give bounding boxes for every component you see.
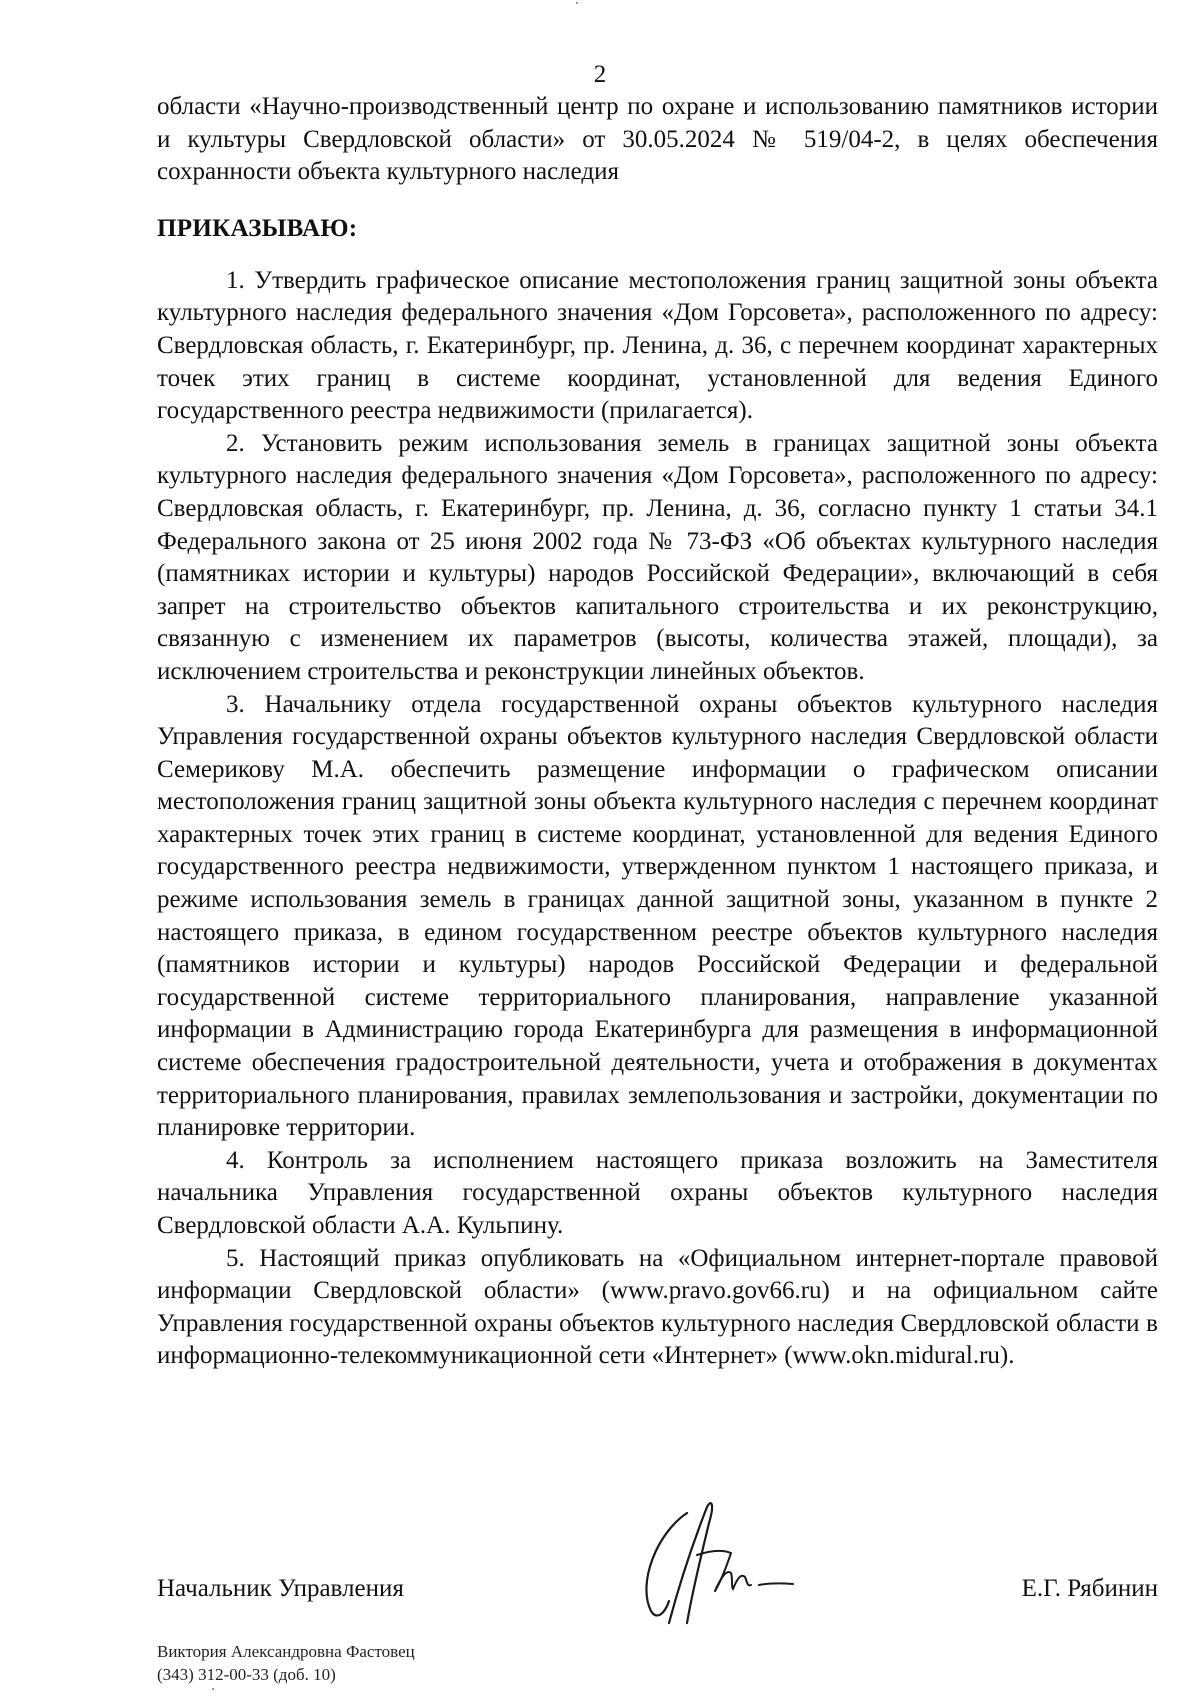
intro-paragraph: области «Научно-производственный центр по охране и использованию памятников истории и культуры Свердловской области» от 30.05.2024 № 519/04-2, в целях обеспечения сохранности объекта культурного наследия <box>157 93 1158 186</box>
page-number: 2 <box>593 61 607 88</box>
executor-phone: (343) 312-00-33 (доб. 10) <box>157 1665 336 1684</box>
order-item-4: 4. Контроль за исполнением настоящего приказа возложить на Заместителя начальника Управления государственной охраны объектов культурного наследия Свердловской области А.А. Кульпину. <box>157 1146 1158 1239</box>
order-item-2: 2. Установить режим использования земель в границах защитной зоны объекта культурного наследия федерального значения «Дом Горсовета», расположенного по адресу: Свердловская область, г. Екатеринбург, пр. Ленина, д. 36, согласно пункту 1 статьи 34.1 Федерального закона от 25 июня 2002 года № 73-ФЗ «Об объектах культурного наследия (памятниках истории и культуры) народов Российской Федерации», включающий в себя запрет на строительство объектов капитального строительства и их реконструкцию, связанную с изменением их параметров (высоты, количества этажей, площади), за исключением строительства и реконструкции линейных объектов. <box>157 429 1158 685</box>
executor-name: Виктория Александровна Фастовец <box>157 1642 415 1661</box>
scan-speck <box>212 1688 214 1690</box>
handwritten-signature <box>617 1493 797 1633</box>
signature-block <box>157 1573 1158 1613</box>
order-heading: ПРИКАЗЫВАЮ: <box>157 214 358 242</box>
order-item-5: 5. Настоящий приказ опубликовать на «Официальном интернет-портале правовой информации Свердловской области» (www.pravo.gov66.ru) и на официальном сайте Управления государственной охраны объектов культурного наследия Свердловской области в информационно-телекоммуникационной сети «Интернет» (www.okn.midural.ru). <box>157 1244 1158 1370</box>
executor-contact <box>157 1640 415 1686</box>
document-body <box>157 91 1158 1373</box>
order-item-3: 3. Начальнику отдела государственной охраны объектов культурного наследия Управления государственной охраны объектов культурного наследия Свердловской области Семерикову М.А. обеспечить размещение информации о графическом описании местоположения границ защитной зоны объекта культурного наследия с перечнем координат характерных точек этих границ в системе координат, установленной для ведения Единого государственного реестра недвижимости, утвержденном пунктом 1 настоящего приказа, и режиме использования земель в границах данной защитной зоны, указанном в пункте 2 настоящего приказа, в едином государственном реестре объектов культурного наследия (памятников истории и культуры) народов Российской Федерации и федеральной государственной системе территориального планирования, направление указанной информации в Администрацию города Екатеринбурга для размещения в информационной системе обеспечения градостроительной деятельности, учета и отображения в документах территориального планирования, правилах землепользования и застройки, документации по планировке территории. <box>157 690 1158 1142</box>
order-item-1: 1. Утвердить графическое описание местоположения границ защитной зоны объекта культурного наследия федерального значения «Дом Горсовета», расположенного по адресу: Свердловская область, г. Екатеринбург, пр. Ленина, д. 36, с перечнем координат характерных точек этих границ в системе координат, установленной для ведения Единого государственного реестра недвижимости (прилагается). <box>157 266 1158 425</box>
scan-speck <box>576 2 578 4</box>
signatory-position: Начальник Управления <box>157 1575 404 1602</box>
signatory-name: Е.Г. Рябинин <box>1021 1575 1158 1602</box>
